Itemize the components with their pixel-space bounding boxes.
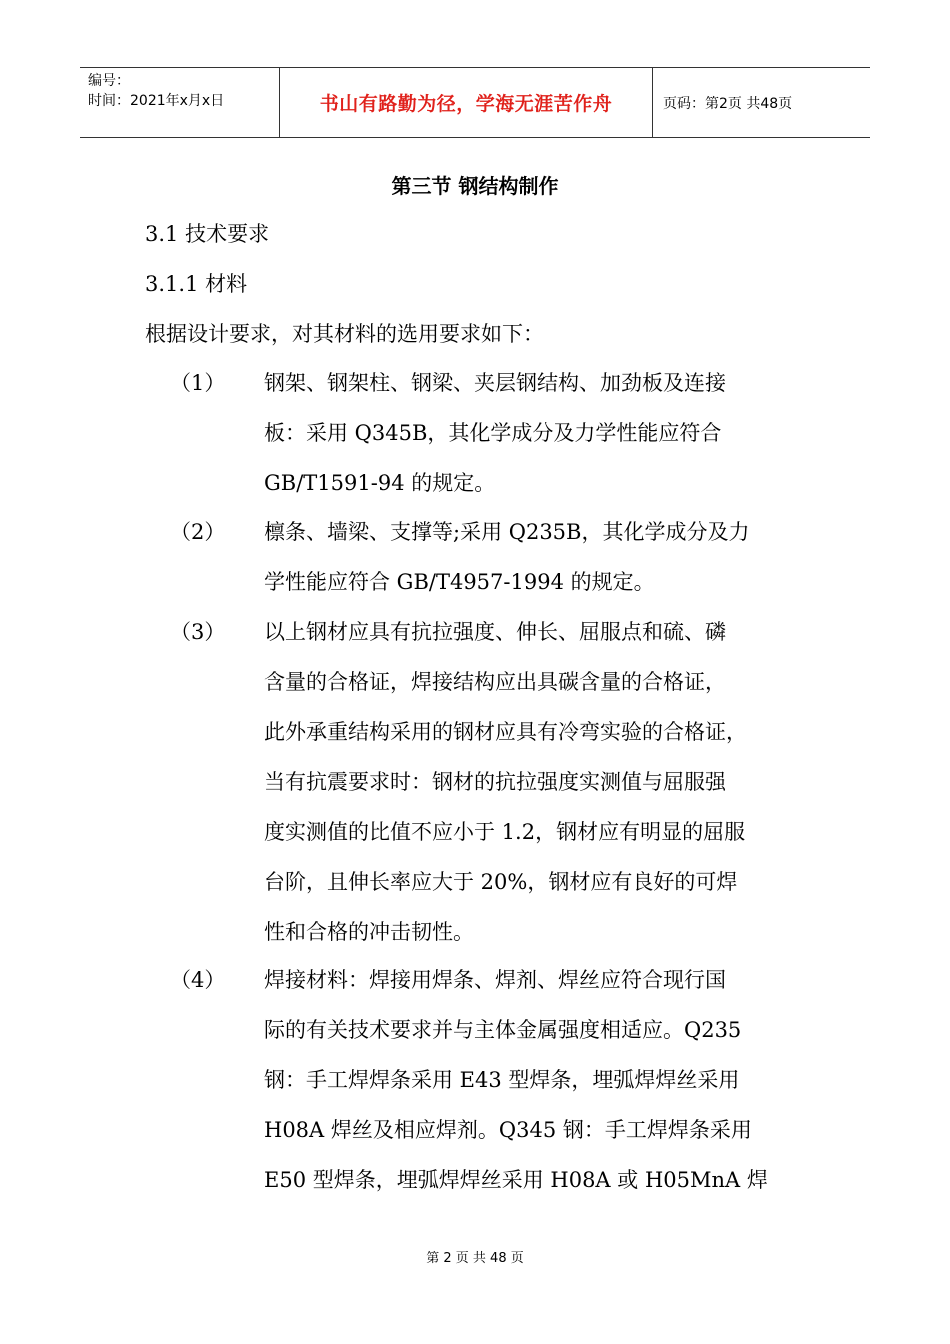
list-item-text [264,955,824,1205]
list-item [170,607,830,957]
page-footer: 第 2 页 共 48 页 [426,1251,524,1266]
list-item-number: （4） [170,968,226,992]
list-item-number: （3） [170,620,226,644]
page-header [80,67,870,138]
header-meta [80,68,280,137]
header-motto-cell [280,68,653,137]
text-line: GB/T1591-94 的规定。 [264,471,496,495]
list-item-text [264,358,824,508]
text-line: 板：采用 Q345B，其化学成分及力学性能应符合 [264,421,722,445]
text-line: 含量的合格证，焊接结构应出具碳含量的合格证， [264,670,726,694]
text-line: 以上钢材应具有抗拉强度、伸长、屈服点和硫、磷 [264,620,726,644]
header-page-info: 页码：第2页 共48页 [663,95,793,112]
document-number-label: 编号： [88,73,130,89]
header-page-info-cell [653,68,870,137]
intro-paragraph: 根据设计要求，对其材料的选用要求如下： [145,322,544,346]
subsection-heading: 3.1.1 材料 [145,272,248,296]
list-item [170,955,830,1205]
text-line: 钢：手工焊焊条采用 E43 型焊条，埋弧焊焊丝采用 [264,1068,740,1092]
text-line: 台阶，且伸长率应大于 20%，钢材应有良好的可焊 [264,870,738,894]
text-line: 学性能应符合 GB/T4957-1994 的规定。 [264,570,655,594]
text-line: 当有抗震要求时：钢材的抗拉强度实测值与屈服强 [264,770,726,794]
section-title: 第三节 钢结构制作 [391,174,559,198]
text-line: 檩条、墙梁、支撑等;采用 Q235B，其化学成分及力 [264,520,750,544]
text-line: 焊接材料：焊接用焊条、焊剂、焊丝应符合现行国 [264,968,726,992]
list-item-number: （1） [170,371,226,395]
list-item [170,507,830,607]
text-line: H08A 焊丝及相应焊剂。Q345 钢：手工焊焊条采用 [264,1118,752,1142]
text-line: 度实测值的比值不应小于 1.2，钢材应有明显的屈服 [264,820,746,844]
header-motto: 书山有路勤为径，学海无涯苦作舟 [319,93,613,115]
section-heading: 3.1 技术要求 [145,222,270,246]
list-item [170,358,830,508]
list-item-text [264,607,824,957]
text-line: E50 型焊条，埋弧焊焊丝采用 H08A 或 H05MnA 焊 [264,1168,768,1192]
list-item-text [264,507,824,607]
text-line: 际的有关技术要求并与主体金属强度相适应。Q235 [264,1018,742,1042]
text-line: 钢架、钢架柱、钢梁、夹层钢结构、加劲板及连接 [264,371,726,395]
list-item-number: （2） [170,520,226,544]
text-line: 性和合格的冲击韧性。 [264,920,474,944]
document-date: 时间：2021年x月x日 [88,93,225,109]
text-line: 此外承重结构采用的钢材应具有冷弯实验的合格证， [264,720,747,744]
